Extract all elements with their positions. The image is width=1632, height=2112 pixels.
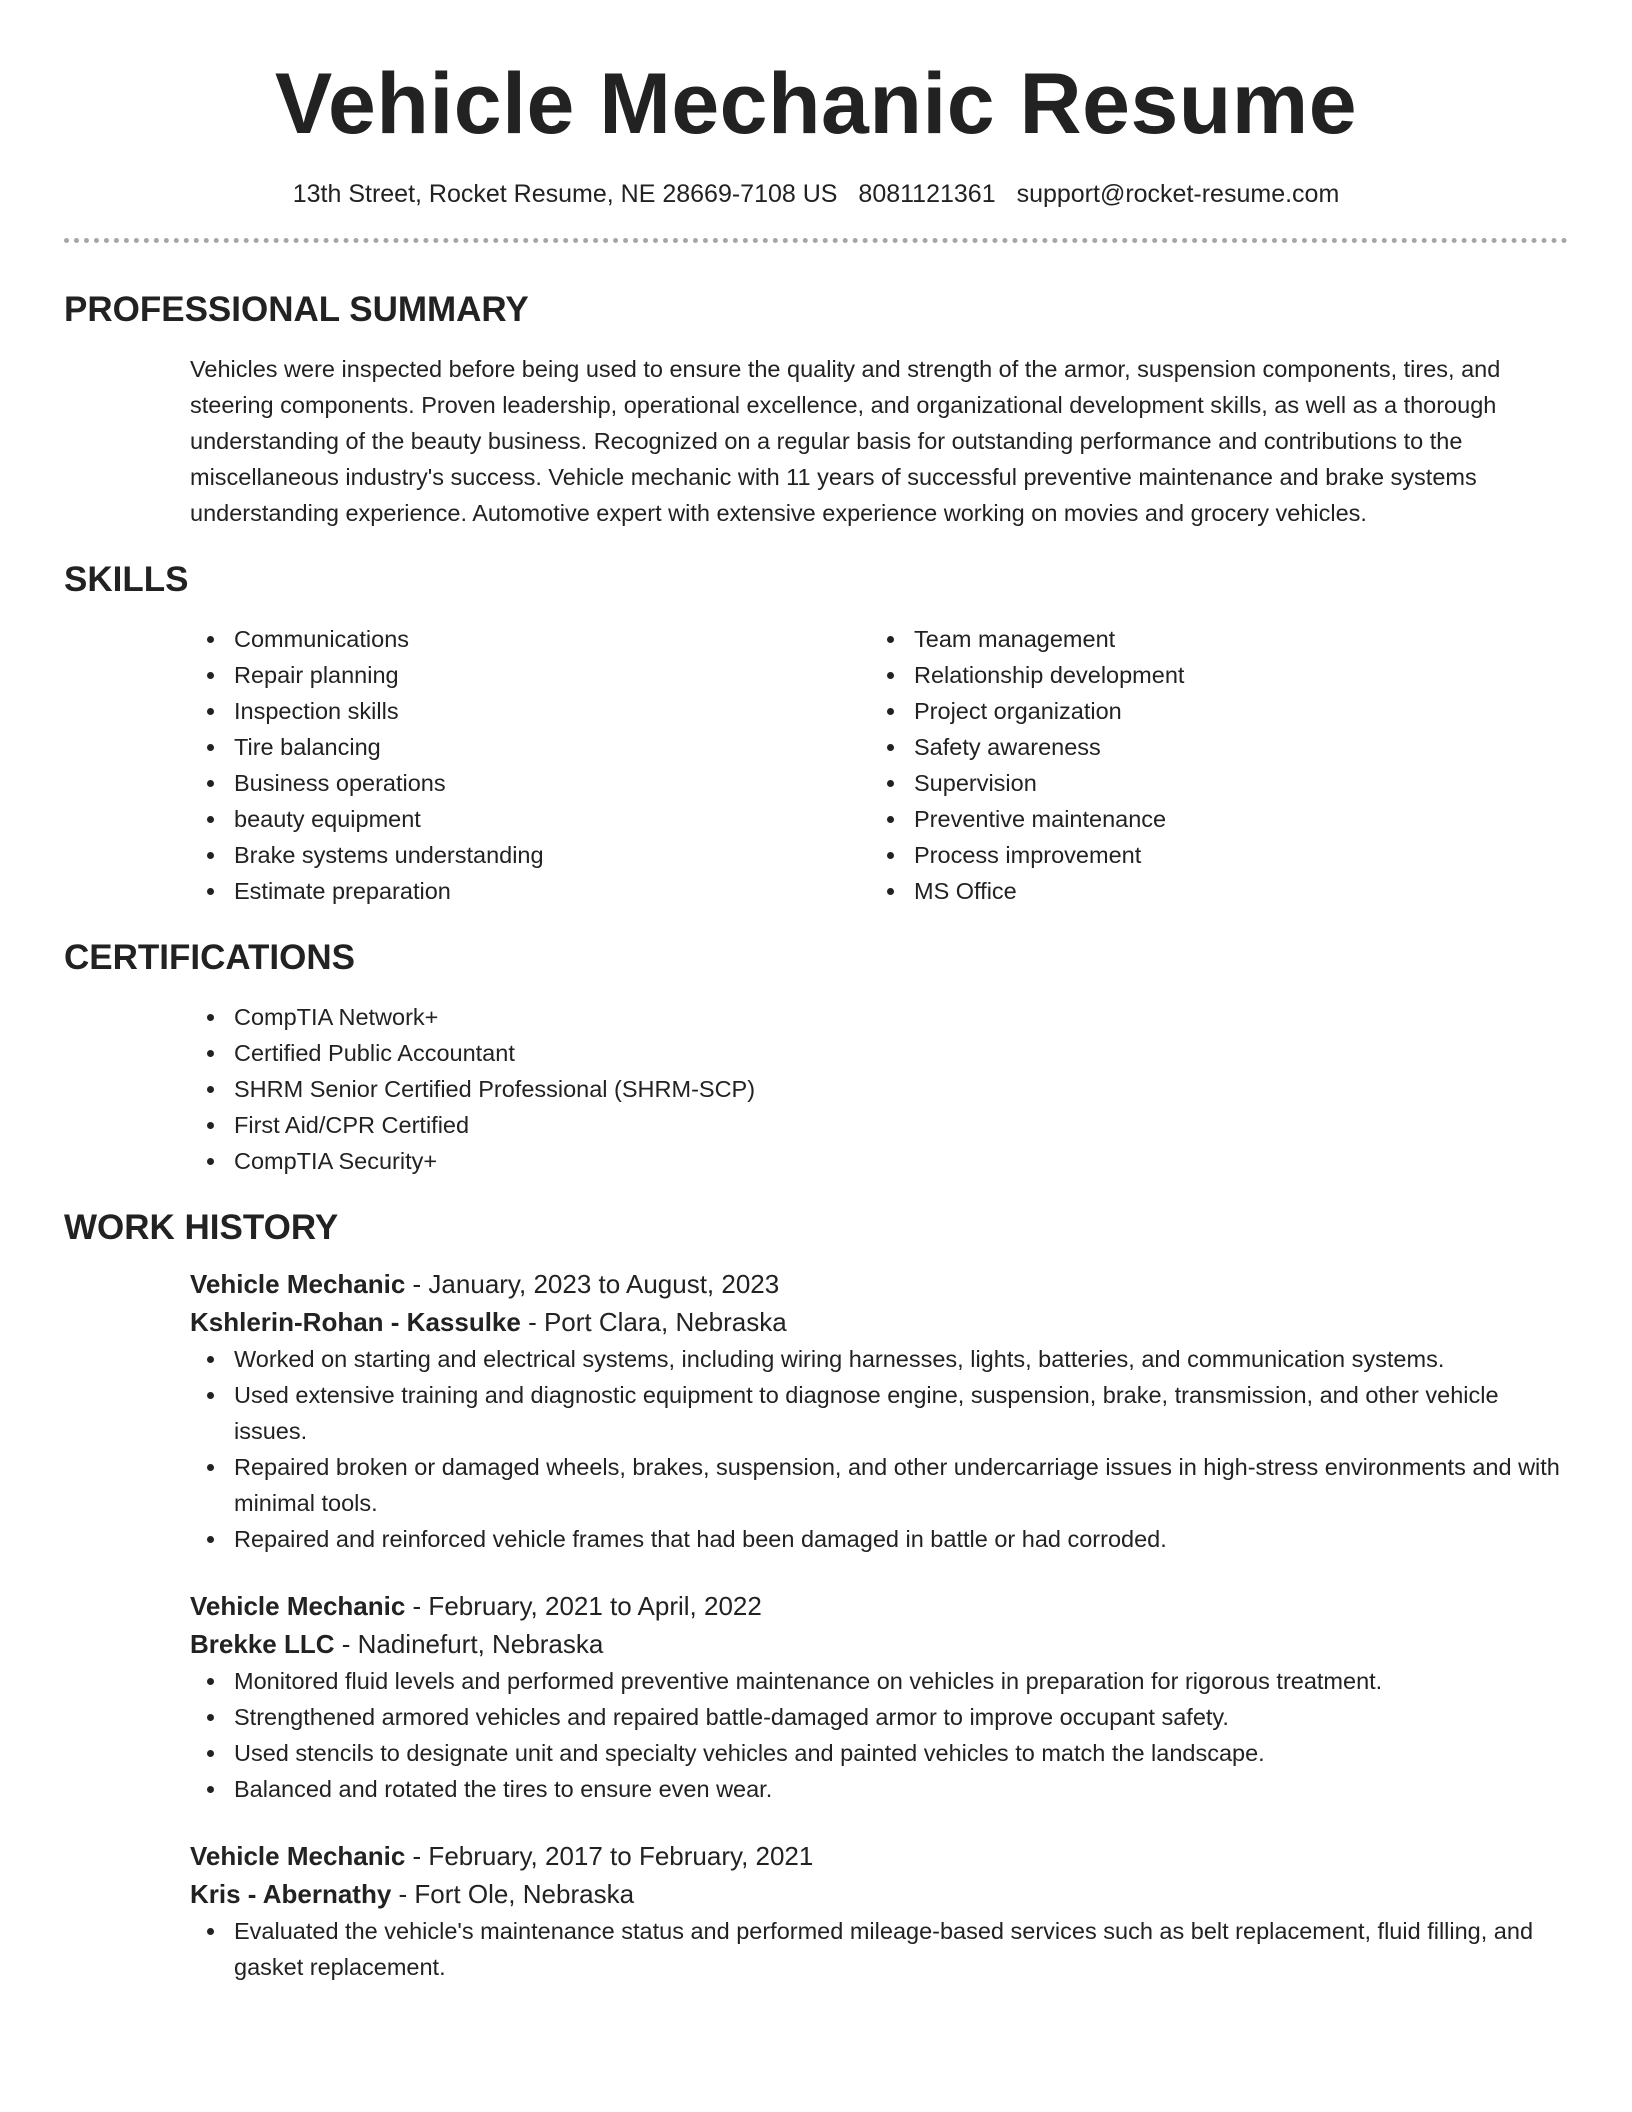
- skill-item: Process improvement: [914, 837, 1550, 873]
- skill-item: Team management: [914, 621, 1550, 657]
- job-title-line: [190, 1837, 1568, 1875]
- skill-item: Communications: [234, 621, 870, 657]
- skill-item: Repair planning: [234, 657, 870, 693]
- skill-item: Estimate preparation: [234, 873, 870, 909]
- certification-item: First Aid/CPR Certified: [234, 1107, 1568, 1143]
- job-location: - Port Clara, Nebraska: [520, 1307, 787, 1337]
- section-heading-summary: PROFESSIONAL SUMMARY: [64, 290, 529, 329]
- job-title-line: [190, 1587, 1568, 1625]
- job-duties-list: [190, 1341, 1568, 1557]
- certifications-section: [64, 937, 1568, 1179]
- job-duty-item: Used extensive training and diagnostic equipment to diagnose engine, suspension, brake, transmission, and other vehicle issues.: [234, 1377, 1568, 1449]
- skill-item: Preventive maintenance: [914, 801, 1550, 837]
- job-duty-item: Used stencils to designate unit and specialty vehicles and painted vehicles to match the landscape.: [234, 1735, 1568, 1771]
- job-duty-item: Repaired broken or damaged wheels, brakes, suspension, and other undercarriage issues in high-stress environments and with minimal tools.: [234, 1449, 1568, 1521]
- section-heading-work-history: WORK HISTORY: [64, 1208, 339, 1247]
- job-location: - Nadinefurt, Nebraska: [334, 1629, 604, 1659]
- contact-info: [64, 178, 1568, 210]
- skills-column-left: [190, 621, 870, 909]
- header-divider: [64, 238, 1568, 243]
- certification-item: CompTIA Security+: [234, 1143, 1568, 1179]
- section-heading-certifications: CERTIFICATIONS: [64, 938, 356, 977]
- job-duties-list: [190, 1913, 1568, 1985]
- skill-item: Inspection skills: [234, 693, 870, 729]
- certifications-list: [190, 999, 1568, 1179]
- job-duty-item: Balanced and rotated the tires to ensure even wear.: [234, 1771, 1568, 1807]
- resume-title: Vehicle Mechanic Resume: [274, 56, 1358, 152]
- job-role: Vehicle Mechanic: [190, 1841, 406, 1871]
- job-company: Brekke LLC: [190, 1629, 335, 1659]
- skill-item: beauty equipment: [234, 801, 870, 837]
- job-company-line: [190, 1625, 1568, 1663]
- job-duty-item: Repaired and reinforced vehicle frames that had been damaged in battle or had corroded.: [234, 1521, 1568, 1557]
- contact-email[interactable]: support@rocket-resume.com: [1016, 180, 1340, 208]
- skill-item: Brake systems understanding: [234, 837, 870, 873]
- skills-grid: [190, 621, 1568, 909]
- certification-item: Certified Public Accountant: [234, 1035, 1568, 1071]
- skill-item: MS Office: [914, 873, 1550, 909]
- skills-list-left: [190, 621, 870, 909]
- job-dates: - February, 2017 to February, 2021: [405, 1841, 814, 1871]
- summary-text: Vehicles were inspected before being used to ensure the quality and strength of the armor, suspension components, tires, and steering components. Proven leadership, operational excellence, and organizational development skills, as well as a thorough understanding of the beauty business. Recognized on a regular basis for outstanding performance and contributions to the miscellaneous industry's success. Vehicle mechanic with 11 years of successful preventive maintenance and brake systems understanding experience. Automotive expert with extensive experience working on movies and grocery vehicles.: [190, 356, 1501, 526]
- job-duty-item: Worked on starting and electrical systems, including wiring harnesses, lights, batteries, and communication systems.: [234, 1341, 1568, 1377]
- job-company-line: [190, 1303, 1568, 1341]
- skills-section: [64, 559, 1568, 909]
- contact-phone: 8081121361: [858, 180, 996, 208]
- job-duty-item: Strengthened armored vehicles and repaired battle-damaged armor to improve occupant safety.: [234, 1699, 1568, 1735]
- certification-item: CompTIA Network+: [234, 999, 1568, 1035]
- skills-list-right: [870, 621, 1550, 909]
- job-duty-item: Evaluated the vehicle's maintenance status and performed mileage-based services such as belt replacement, fluid filling, and gasket replacement.: [234, 1913, 1568, 1985]
- work-history-section: [64, 1207, 1568, 1985]
- job-location: - Fort Ole, Nebraska: [391, 1879, 635, 1909]
- section-heading-skills: SKILLS: [64, 560, 189, 599]
- job-company-line: [190, 1875, 1568, 1913]
- job-dates: - January, 2023 to August, 2023: [405, 1269, 780, 1299]
- job-entry: [190, 1265, 1568, 1557]
- skill-item: Safety awareness: [914, 729, 1550, 765]
- skill-item: Project organization: [914, 693, 1550, 729]
- job-entry: [190, 1837, 1568, 1985]
- certification-item: SHRM Senior Certified Professional (SHRM-SCP): [234, 1071, 1568, 1107]
- job-title-line: [190, 1265, 1568, 1303]
- skill-item: Relationship development: [914, 657, 1550, 693]
- skill-item: Supervision: [914, 765, 1550, 801]
- job-duty-item: Monitored fluid levels and performed preventive maintenance on vehicles in preparation for rigorous treatment.: [234, 1663, 1568, 1699]
- contact-address: 13th Street, Rocket Resume, NE 28669-7108 US: [292, 180, 838, 208]
- job-duties-list: [190, 1663, 1568, 1807]
- certifications-list-wrapper: [190, 999, 1568, 1179]
- job-role: Vehicle Mechanic: [190, 1591, 406, 1621]
- skills-column-right: [870, 621, 1550, 909]
- summary-section: [64, 289, 1568, 531]
- job-dates: - February, 2021 to April, 2022: [405, 1591, 762, 1621]
- job-role: Vehicle Mechanic: [190, 1269, 406, 1299]
- job-entry: [190, 1587, 1568, 1807]
- job-company: Kris - Abernathy: [190, 1879, 392, 1909]
- skill-item: Tire balancing: [234, 729, 870, 765]
- skill-item: Business operations: [234, 765, 870, 801]
- job-company: Kshlerin-Rohan - Kassulke: [190, 1307, 521, 1337]
